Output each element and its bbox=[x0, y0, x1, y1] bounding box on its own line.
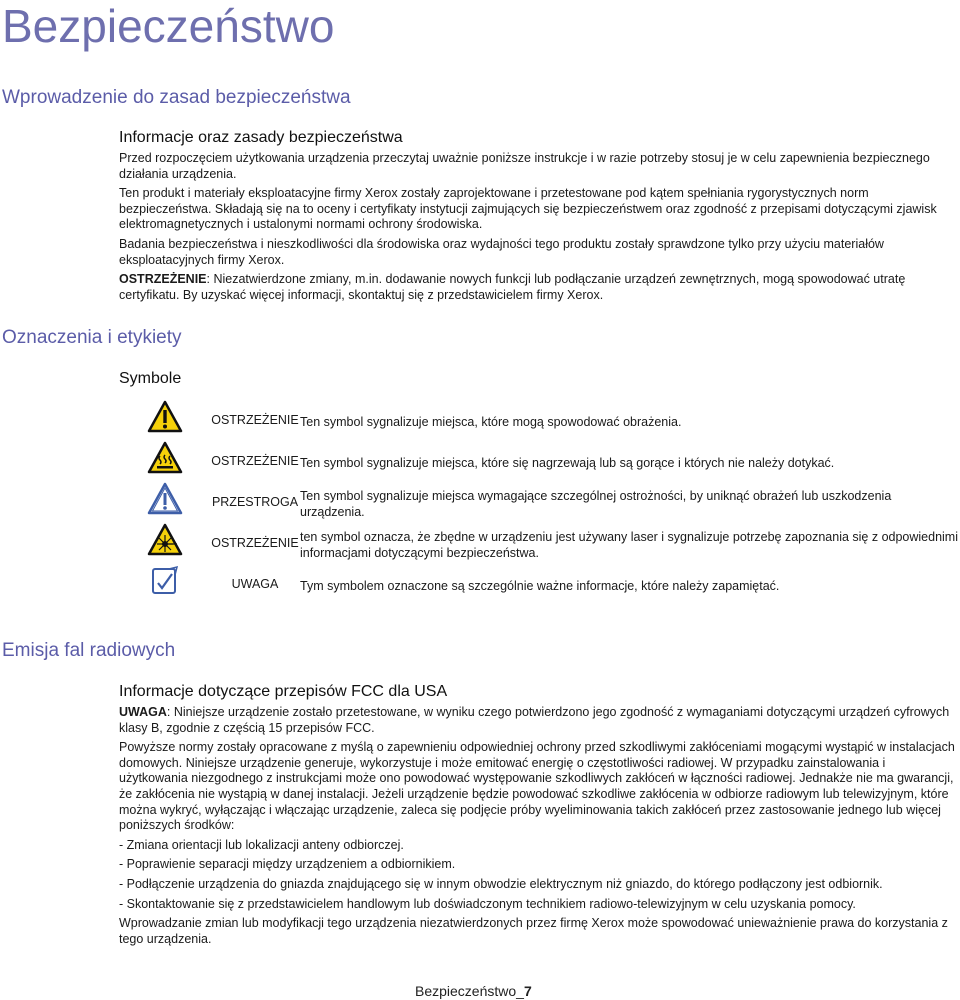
table-row bbox=[120, 440, 958, 481]
subheading-symbols: Symbole bbox=[119, 370, 182, 387]
table-row bbox=[120, 563, 958, 604]
symbol-label: OSTRZEŻENIE bbox=[211, 412, 299, 427]
note-icon bbox=[120, 563, 210, 604]
warning-text: : Niezatwierdzone zmiany, m.in. dodawanie nowych funkcji lub podłączanie urządzeń zewnętrznych, mogą spowodować utratę certyfikatu. By uzyskać więcej informacji, skontaktuj się z przedstawicielem firmy Xerox. bbox=[119, 272, 906, 302]
intro-paragraph-2: Ten produkt i materiały eksploatacyjne firmy Xerox zostały zaprojektowane i przetestowane pod kątem spełniania rygorystycznych norm bezpieczeństwa. Składają się na to oceny i certyfikaty instytucji zajmujących się bezpieczeństwem oraz zgodność z przepisami dotyczącymi zjawisk elektromagnetycznych i ustalonymi normami ochrony środowiska. bbox=[119, 186, 937, 232]
hot-surface-icon bbox=[120, 440, 210, 481]
laser-warning-icon bbox=[120, 522, 210, 563]
page-title: Bezpieczeństwo bbox=[2, 0, 335, 52]
warning-label: OSTRZEŻENIE bbox=[119, 272, 207, 287]
symbol-description: Ten symbol sygnalizuje miejsca, które mogą spowodować obrażenia. bbox=[300, 414, 682, 429]
note-label: UWAGA bbox=[119, 705, 167, 719]
list-item: - Zmiana orientacji lub lokalizacji anteny odbiorczej. bbox=[119, 837, 404, 852]
note-text: : Niniejsze urządzenie zostało przetestowane, w wyniku czego potwierdzono jego zgodność z wymaganiami dotyczącymi urządzeń cyfrowych klasy B, zgodnie z częścią 15 przepisów FCC. bbox=[119, 705, 950, 735]
fcc-paragraph-2: Powyższe normy zostały opracowane z myślą o zapewnieniu odpowiedniej ochrony przed szkodliwymi zakłóceniami mogącymi wystąpić w instalacjach domowych. Niniejsze urządzenie generuje, wykorzystuje i może emitować energię o częstotliwości radiowej. W przypadku zainstalowania i użytkowania niezgodnego z instrukcjami może ono powodować występowanie szkodliwych zakłóceń w łączności radiowej. Jednakże nie ma gwarancji, że zakłócenia nie wystąpią w danej instalacji. Jeżeli urządzenie będzie powodować szkodliwe zakłócenia w odbiorze radiowym lub telewizyjnym, które można wykryć, wyłączając i włączając urządzenie, zaleca się podjęcie próby wyeliminowania takich zakłóceń przez zastosowanie jednego lub więcej poniższych środków: bbox=[119, 740, 955, 833]
list-item: - Podłączenie urządzenia do gniazda znajdującego się w innym obwodzie elektrycznym niż gniazdo, do którego podłączony jest odbiornik. bbox=[119, 876, 883, 891]
fcc-paragraph-3: Wprowadzanie zmian lub modyfikacji tego urządzenia niezatwierdzonych przez firmę Xerox może spowodować unieważnienie prawa do korzystania z tego urządzenia. bbox=[119, 916, 948, 946]
warning-triangle-icon bbox=[120, 399, 210, 440]
symbol-label: PRZESTROGA bbox=[211, 494, 299, 509]
symbol-description: Tym symbolem oznaczone są szczególnie ważne informacje, które należy zapamiętać. bbox=[300, 578, 780, 593]
footer-label: Bezpieczeństwo_ bbox=[415, 983, 524, 999]
symbol-description: Ten symbol sygnalizuje miejsca, które się nagrzewają lub są gorące i których nie należy dotykać. bbox=[300, 455, 835, 470]
intro-text bbox=[119, 151, 957, 307]
section-heading-labels: Oznaczenia i etykiety bbox=[2, 327, 182, 348]
symbol-label: OSTRZEŻENIE bbox=[211, 535, 299, 550]
fcc-text bbox=[119, 705, 957, 951]
symbol-label: UWAGA bbox=[231, 576, 279, 591]
symbols-table bbox=[120, 399, 958, 604]
intro-paragraph-3: Badania bezpieczeństwa i nieszkodliwości dla środowiska oraz wydajności tego produktu zostały sprawdzone tylko przy użyciu materiałów eksploatacyjnych firmy Xerox. bbox=[119, 236, 884, 267]
intro-paragraph-1: Przed rozpoczęciem użytkowania urządzenia przeczytaj uważnie poniższe instrukcje i w razie potrzeby stosuj je w celu zapewnienia bezpiecznego działania urządzenia. bbox=[119, 151, 930, 181]
list-item: - Poprawienie separacji między urządzeniem a odbiornikiem. bbox=[119, 857, 456, 872]
caution-triangle-icon bbox=[120, 481, 210, 522]
list-item: - Skontaktowanie się z przedstawicielem handlowym lub doświadczonym technikiem radiowo-telewizyjnym w celu uzyskania pomocy. bbox=[119, 896, 856, 911]
symbol-description: ten symbol oznacza, że zbędne w urządzeniu jest używany laser i sygnalizuje potrzebę zapoznania się z odpowiednimi informacjami dotyczącymi bezpieczeństwa. bbox=[300, 529, 959, 560]
table-row bbox=[120, 522, 958, 563]
table-row bbox=[120, 481, 958, 522]
symbol-description: Ten symbol sygnalizuje miejsca wymagające szczególnej ostrożności, by uniknąć obrażeń lub uszkodzenia urządzenia. bbox=[300, 488, 892, 519]
subheading-safety-info: Informacje oraz zasady bezpieczeństwa bbox=[119, 129, 403, 146]
subheading-fcc: Informacje dotyczące przepisów FCC dla USA bbox=[119, 683, 448, 700]
fcc-paragraph-1 bbox=[119, 705, 957, 736]
section-heading-radio: Emisja fal radiowych bbox=[2, 640, 176, 661]
page-number: 7 bbox=[523, 983, 532, 999]
intro-paragraph-4 bbox=[119, 272, 957, 303]
table-row bbox=[120, 399, 958, 440]
symbol-label: OSTRZEŻENIE bbox=[211, 453, 299, 468]
section-heading-intro: Wprowadzenie do zasad bezpieczeństwa bbox=[2, 87, 351, 108]
page-footer bbox=[415, 983, 532, 999]
